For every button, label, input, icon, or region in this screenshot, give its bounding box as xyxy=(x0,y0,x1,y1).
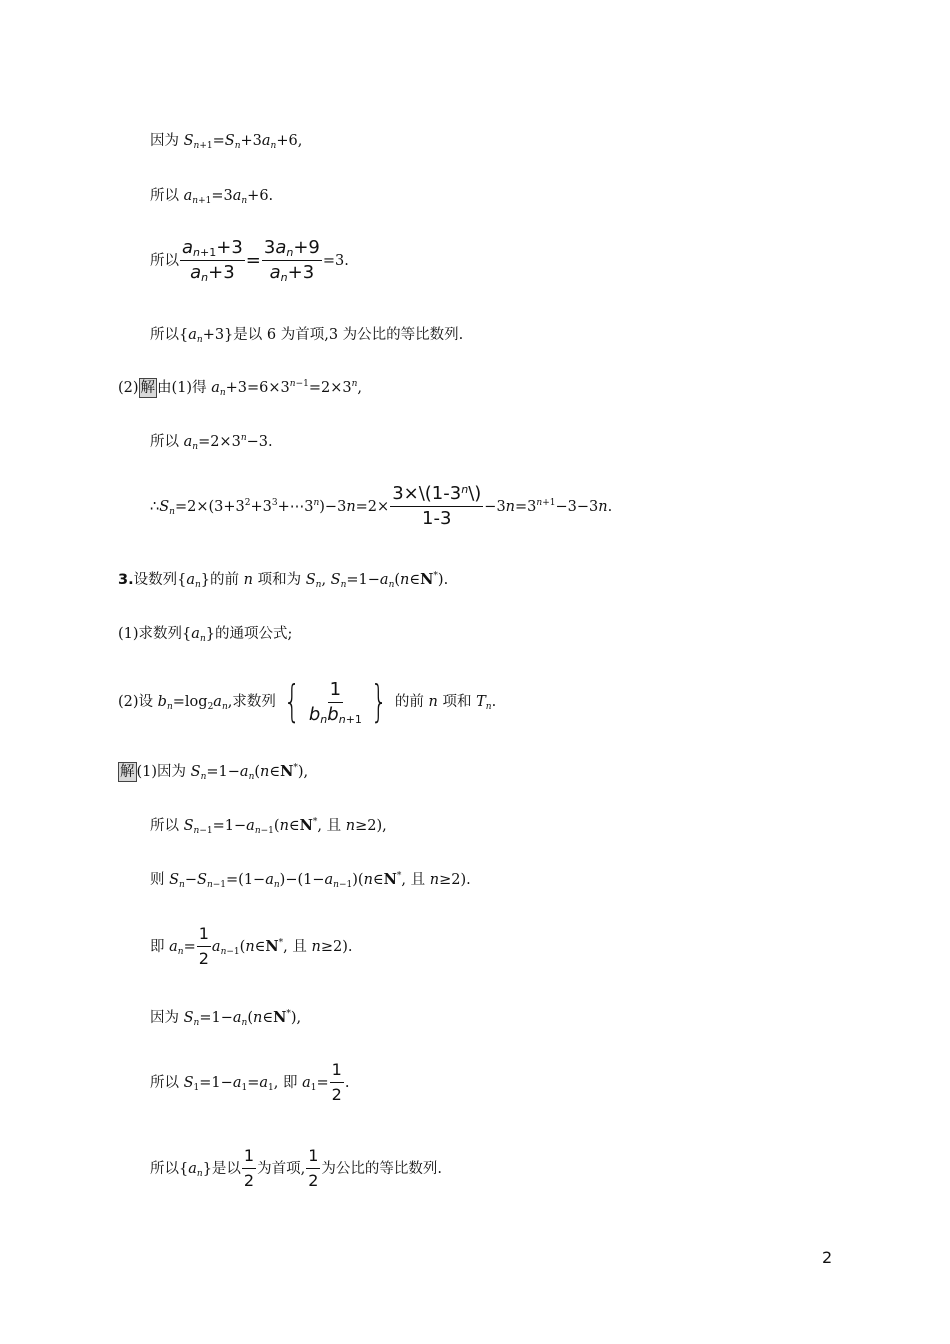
solve-badge: 解 xyxy=(140,380,156,396)
math-expr: =3. xyxy=(322,252,349,269)
line-text: 为首项, xyxy=(257,1160,306,1177)
line-text: , 且 xyxy=(283,938,307,955)
line-text: 所以 xyxy=(150,1074,179,1091)
solution-line-5 xyxy=(150,1008,301,1028)
line-text: 所以 xyxy=(150,188,179,204)
solution-line-6 xyxy=(150,1060,349,1105)
line-text: 由(1)得 xyxy=(157,380,207,396)
solution-line-3 xyxy=(150,870,471,890)
equals-sign: = xyxy=(245,249,261,271)
line-text: 即 xyxy=(150,938,165,955)
solution-line-1 xyxy=(118,762,308,782)
math-expr: n≥2). xyxy=(429,872,471,888)
line-text: (1)求数列 xyxy=(118,626,183,642)
math-expr: $a_n=2\times 3^n-3$. xyxy=(183,433,273,452)
line-text: 则 xyxy=(150,872,165,888)
fraction: $\frac{a_{n+1}+3}{a_n+3}$ xyxy=(182,237,243,284)
line-text: 是以 xyxy=(211,1160,241,1177)
math-expr: $S_n=1-a_n(n\in N^*)$, xyxy=(183,1009,302,1028)
math-expr: $a_n+3=6\times 3^{n-1}=2\times 3^n$, xyxy=(211,379,363,398)
fraction-half: $\frac{1}{2}$ xyxy=(308,1146,319,1190)
math-expr: $\{a_n+3\}$ xyxy=(179,327,234,345)
line-text: , 且 xyxy=(401,872,426,888)
math-expr: $\{a_n\}$ xyxy=(179,1160,212,1179)
therefore-symbol: ∴ xyxy=(150,498,160,515)
line-text: (1)因为 xyxy=(136,764,187,780)
fraction-half: $\frac{1}{2}$ xyxy=(331,1060,342,1104)
math-expr: $a_n=$ xyxy=(169,938,196,957)
line-text: ,求数列 xyxy=(227,694,276,710)
solution-line-7 xyxy=(150,1146,442,1191)
proof-line-6 xyxy=(150,432,273,452)
line-text: 是以 6 为首项,3 为公比的等比数列. xyxy=(233,327,464,343)
line-text: 设数列 xyxy=(133,572,178,588)
math-expr: $S_n=2\times(3+3^2+3^3+\cdots 3^n)-3n=2\times$ xyxy=(159,497,390,517)
line-text: 项和为 xyxy=(257,572,302,588)
line-text: 因为 xyxy=(150,133,179,149)
proof-line-4 xyxy=(150,325,463,345)
math-expr: n xyxy=(243,572,253,588)
question-3 xyxy=(118,570,448,590)
line-text: , 即 xyxy=(273,1074,298,1091)
fraction-half: $\frac{1}{2}$ xyxy=(243,1146,255,1190)
solve-badge: 解 xyxy=(120,764,135,780)
math-expr: $-3n=3^{n+1}-3-3n$. xyxy=(484,497,613,515)
question-number: 3. xyxy=(118,572,134,588)
line-text: (2)设 xyxy=(118,694,154,710)
line-text: 所以 xyxy=(150,327,179,343)
math-expr: $\{a_n\}$ xyxy=(177,572,211,590)
math-expr: $S_{n+1}=S_n+3a_n+6$, xyxy=(183,133,303,151)
question-3-part-1 xyxy=(118,624,292,644)
math-expr: $S_n-S_{n-1}=(1-a_n)-(1-a_{n-1})(n\in N^*$ xyxy=(169,871,402,890)
line-text: 所以 xyxy=(150,252,179,269)
proof-line-1 xyxy=(150,131,302,151)
line-text: 为公比的等比数列. xyxy=(321,1160,443,1177)
line-text: . xyxy=(443,572,449,588)
math-expr: $a_{n-1}(n\in N^*$ xyxy=(211,937,284,957)
line-text: 所以 xyxy=(150,434,179,450)
math-expr: $a_{n+1}=3a_n+6$. xyxy=(183,188,274,206)
proof-line-5 xyxy=(118,378,362,398)
solution-line-2 xyxy=(150,816,387,836)
math-expr: $b_n=\log_2a_n$ xyxy=(157,694,228,712)
line-text: 的通项公式; xyxy=(214,626,293,642)
math-expr: $S_1=1-a_1=a_1$ xyxy=(183,1074,274,1093)
line-text: 的前 xyxy=(210,572,240,588)
math-expr: $a_1=$ xyxy=(302,1074,329,1093)
line-text: 所以 xyxy=(150,818,179,834)
math-expr: n≥2), xyxy=(345,818,387,834)
line-text: 的前 xyxy=(394,694,424,710)
fraction: $\frac{3\times\backslash(1-3^n\backslash)}{1-3}$ xyxy=(392,483,482,529)
brace-set: { $\frac{1}{b_nb_{n+1}}$ } xyxy=(283,676,388,727)
math-expr: . xyxy=(344,1074,350,1091)
question-3-part-2 xyxy=(118,677,496,727)
proof-line-2 xyxy=(150,186,273,206)
line-text: 项和 xyxy=(442,694,472,710)
math-expr: n≥2). xyxy=(311,938,353,955)
math-expr: n xyxy=(428,694,438,710)
solution-line-4 xyxy=(150,924,352,969)
page-number: 2 xyxy=(822,1248,833,1267)
math-expr: $\{a_n\}$ xyxy=(182,626,215,644)
part-label: (2) xyxy=(118,380,139,396)
math-expr: $S_n=1-a_n(n\in N^*)$, xyxy=(190,763,309,782)
line-text: 所以 xyxy=(150,1160,179,1177)
proof-line-3 xyxy=(150,238,349,283)
math-expr: $S_{n-1}=1-a_{n-1}(n\in N^*$ xyxy=(183,817,318,836)
line-text: , 且 xyxy=(317,818,342,834)
proof-line-7 xyxy=(150,484,612,529)
math-expr: $S_n$, $S_n=1-a_n(n\in N^*)$ xyxy=(305,571,444,590)
math-expr: $T_n$. xyxy=(476,694,497,712)
fraction-half: $\frac{1}{2}$ xyxy=(198,924,209,968)
line-text: 因为 xyxy=(150,1010,179,1026)
fraction: $\frac{3a_n+9}{a_n+3}$ xyxy=(263,237,320,284)
fraction: $\frac{1}{b_nb_{n+1}}$ xyxy=(308,678,362,726)
